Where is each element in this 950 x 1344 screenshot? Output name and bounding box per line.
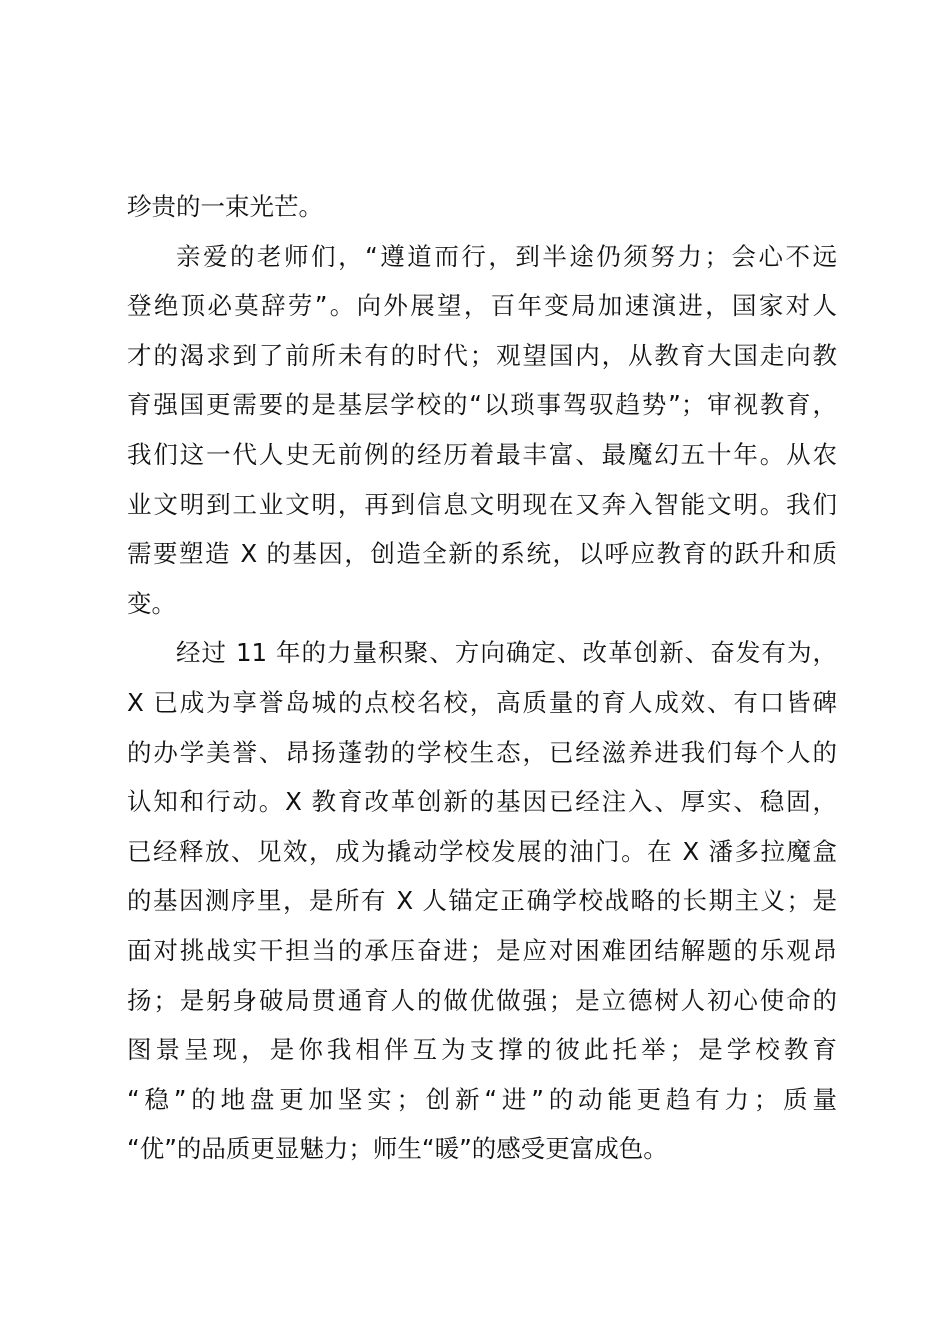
paragraph-2 [127, 232, 837, 629]
text-line: 变。 [127, 588, 176, 618]
text-line: 才的渴求到了前所未有的时代；观望国内，从教育大国走向教 [127, 340, 837, 370]
text-line: 认知和行动。X 教育改革创新的基因已经注入、厚实、稳固， [127, 787, 837, 817]
paragraph-3 [127, 628, 837, 1174]
text-line: 育强国更需要的是基层学校的“以琐事驾驭趋势”；审视教育， [127, 390, 837, 420]
text-line: 扬；是躬身破局贯通育人的做优做强；是立德树人初心使命的 [127, 985, 837, 1015]
text-line: 需要塑造 X 的基因，创造全新的系统，以呼应教育的跃升和质 [127, 539, 837, 569]
text-line: 经过 11 年的力量积聚、方向确定、改革创新、奋发有为， [176, 638, 837, 668]
paragraph-1 [127, 182, 837, 232]
text-line: “优”的品质更显魅力；师生“暖”的感受更富成色。 [127, 1134, 668, 1164]
text-line: 业文明到工业文明，再到信息文明现在又奔入智能文明。我们 [127, 489, 837, 519]
text-line: 亲爱的老师们，“遵道而行，到半途仍须努力；会心不远 [176, 241, 837, 271]
body-text [127, 182, 837, 1174]
text-line: 登绝顶必莫辞劳”。向外展望，百年变局加速演进，国家对人 [127, 291, 837, 321]
text-line: 珍贵的一束光芒。 [127, 192, 323, 221]
text-line: 我们这一代人史无前例的经历着最丰富、最魔幻五十年。从农 [127, 439, 837, 469]
text-line: “稳”的地盘更加坚实；创新“进”的动能更趋有力；质量 [127, 1084, 837, 1114]
text-line: 已经释放、见效，成为撬动学校发展的油门。在 X 潘多拉魔盒 [127, 836, 837, 866]
text-line: 的办学美誉、昂扬蓬勃的学校生态，已经滋养进我们每个人的 [127, 737, 837, 767]
text-line: 的基因测序里，是所有 X 人锚定正确学校战略的长期主义；是 [127, 886, 837, 916]
text-line: 面对挑战实干担当的承压奋进；是应对困难团结解题的乐观昂 [127, 935, 837, 965]
text-line: 图景呈现，是你我相伴互为支撑的彼此托举；是学校教育 [127, 1035, 837, 1065]
text-line: X 已成为享誉岛城的点校名校，高质量的育人成效、有口皆碑 [127, 687, 837, 717]
